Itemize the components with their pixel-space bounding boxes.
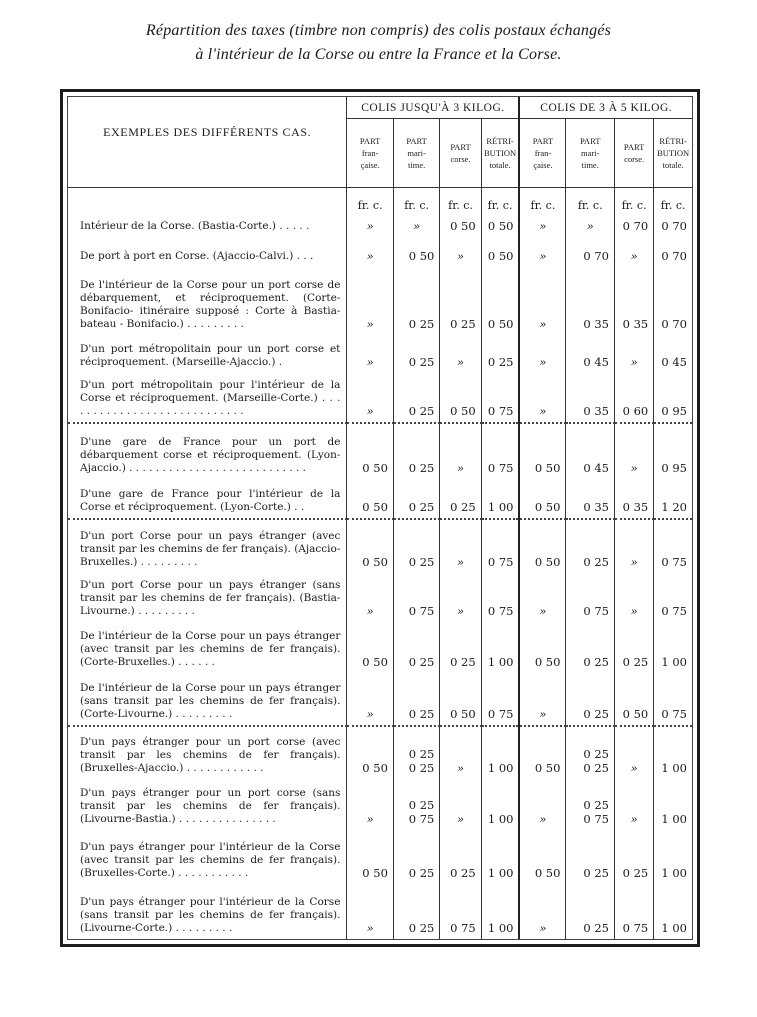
value-cell: 0 50	[614, 673, 653, 726]
unit-cell: fr. c.	[614, 188, 653, 214]
case-label: D'un port métropolitain pour l'intérieur de la Corse et réciproquement. (Marseille-Corte.) . . . . . . . . . . . . . . . . . . . . . . . . . . . .	[68, 373, 347, 423]
value-cell: »	[519, 673, 565, 726]
value-cell: 0 50	[440, 214, 481, 237]
value-cell: »	[566, 214, 615, 237]
value-cell: 0 75	[481, 573, 519, 622]
subheader-part-maritime-2: PART mari- time.	[566, 119, 615, 188]
value-cell: 0 75	[481, 373, 519, 423]
table-row	[68, 237, 692, 267]
value-cell: 0 25	[393, 479, 439, 519]
subheader-part-francaise-2: PART fran- çaise.	[519, 119, 565, 188]
value-cell: 0 25 0 75	[393, 779, 439, 830]
value-cell: »	[440, 779, 481, 830]
table-row	[68, 726, 692, 779]
value-cell: 0 25	[440, 830, 481, 883]
value-cell: 0 50	[393, 237, 439, 267]
value-cell: 0 60	[614, 373, 653, 423]
value-cell: 0 25	[440, 267, 481, 335]
unit-cell: fr. c.	[347, 188, 393, 214]
value-cell: »	[440, 519, 481, 572]
value-cell: 0 50	[347, 519, 393, 572]
value-cell: 0 75	[393, 573, 439, 622]
value-cell: 0 50	[347, 479, 393, 519]
value-cell: 0 50	[347, 622, 393, 673]
table-rows	[68, 214, 692, 939]
value-cell: 0 50	[347, 830, 393, 883]
value-cell: 0 70	[614, 214, 653, 237]
value-cell: »	[347, 335, 393, 373]
value-cell: 0 35	[566, 479, 615, 519]
value-cell: »	[347, 373, 393, 423]
case-column-header: EXEMPLES DES DIFFÉRENTS CAS.	[68, 97, 347, 188]
subheader-retribution-totale-2: RÉTRI- BUTION totale.	[654, 119, 692, 188]
value-cell: 0 50	[440, 373, 481, 423]
value-cell: 0 50	[519, 519, 565, 572]
value-cell: »	[440, 573, 481, 622]
value-cell: 0 70	[566, 237, 615, 267]
value-cell: 1 00	[661, 865, 687, 880]
case-label: D'un port Corse pour un pays étranger (avec transit par les chemins de fer français). (Ajaccio-Bruxelles.) . . . . . . . . .	[68, 519, 347, 572]
value-cell: 0 50	[519, 479, 565, 519]
group-header-up-to-3kg: COLIS JUSQU'À 3 KILOG.	[347, 97, 520, 119]
value-cell: 0 25	[393, 335, 439, 373]
case-label: D'un pays étranger pour l'intérieur de la Corse (avec transit par les chemins de fer français). (Bruxelles-Corte.) . . . . . . . . . . .	[68, 830, 347, 883]
case-label: D'un pays étranger pour un port corse (sans transit par les chemins de fer français). (Livourne-Bastia.) . . . . . . . . . . . . . . .	[68, 779, 347, 830]
unit-cell: fr. c.	[566, 188, 615, 214]
subheader-retribution-totale-1: RÉTRI- BUTION totale.	[481, 119, 519, 188]
value-cell: 1 00	[481, 884, 519, 940]
table-row	[68, 423, 692, 478]
value-cell: 0 50	[347, 726, 393, 779]
case-label: D'un port Corse pour un pays étranger (sans transit par les chemins de fer français). (Bastia-Livourne.) . . . . . . . . .	[68, 573, 347, 622]
value-cell: »	[519, 779, 565, 830]
subheader-part-maritime-1: PART mari- time.	[393, 119, 439, 188]
value-cell: 0 50	[519, 622, 565, 673]
value-cell: »	[347, 267, 393, 335]
case-label: De port à port en Corse. (Ajaccio-Calvi.) . . .	[68, 237, 347, 267]
value-cell: 0 50	[519, 423, 565, 478]
case-label: D'une gare de France pour un port de débarquement corse et réciproquement. (Lyon-Ajaccio.) . . . . . . . . . . . . . . . . . . . . . . . . . . .	[68, 423, 347, 478]
value-cell: 0 70	[661, 248, 687, 263]
unit-cell: fr. c.	[440, 188, 481, 214]
value-cell: »	[614, 237, 653, 267]
value-cell: 0 75	[566, 573, 615, 622]
value-cell: 0 50	[519, 830, 565, 883]
value-cell: »	[393, 214, 439, 237]
value-cell: »	[347, 573, 393, 622]
value-cell: 1 00	[481, 479, 519, 519]
document-title-line-1: Répartition des taxes (timbre non compris) des colis postaux échangés	[145, 22, 612, 39]
table-row	[68, 479, 692, 519]
value-cell: 1 00	[661, 812, 687, 827]
value-cell: 1 00	[661, 761, 687, 776]
case-label: D'une gare de France pour l'intérieur de la Corse et réciproquement. (Lyon-Corte.) . .	[68, 479, 347, 519]
value-cell: 0 25 0 75	[566, 779, 615, 830]
value-cell: 0 25	[393, 423, 439, 478]
value-cell: »	[614, 726, 653, 779]
value-cell: »	[440, 335, 481, 373]
value-cell: 0 75	[481, 673, 519, 726]
table-frame	[60, 89, 700, 947]
value-cell: »	[614, 423, 653, 478]
value-cell: »	[519, 237, 565, 267]
value-cell: 0 75	[661, 554, 687, 569]
value-cell: 0 45	[566, 335, 615, 373]
value-cell: 0 45	[566, 423, 615, 478]
value-cell: 0 35	[566, 373, 615, 423]
value-cell: 0 70	[661, 317, 687, 331]
subheader-part-corse-2: PART corse.	[614, 119, 653, 188]
value-cell: 0 25	[566, 673, 615, 726]
value-cell: »	[440, 423, 481, 478]
value-cell: 0 75	[440, 884, 481, 940]
case-label: De l'intérieur de la Corse pour un port corse de débarquement, et réciproquement. (Corte-Bonifacio- itinéraire supposé : Corte à Bastia-bateau - Bonifacio.) . . . . . . . . .	[68, 267, 347, 335]
value-cell: 0 95	[654, 373, 692, 423]
unit-cell: fr. c.	[481, 188, 519, 214]
value-cell: »	[614, 519, 653, 572]
value-cell: 0 45	[661, 355, 687, 370]
table-row	[68, 214, 692, 237]
value-cell: »	[614, 335, 653, 373]
table-row	[68, 884, 692, 940]
value-cell: 0 25 0 25	[393, 726, 439, 779]
value-cell: »	[519, 267, 565, 335]
value-cell: 0 25	[566, 830, 615, 883]
table-row	[68, 622, 692, 673]
value-cell: »	[440, 237, 481, 267]
value-cell: 0 25 0 25	[566, 726, 615, 779]
case-label: D'un pays étranger pour l'intérieur de la Corse (sans transit par les chemins de fer français). (Livourne-Corte.) . . . . . . . . .	[68, 884, 347, 940]
value-cell: 0 25	[440, 622, 481, 673]
case-label: D'un pays étranger pour un port corse (avec transit par les chemins de fer français). (Bruxelles-Ajaccio.) . . . . . . . . . . . .	[68, 726, 347, 779]
value-cell: 0 25	[440, 479, 481, 519]
value-cell: 0 50	[481, 237, 519, 267]
subheader-part-francaise-1: PART fran- çaise.	[347, 119, 393, 188]
table-row	[68, 373, 692, 423]
value-cell: 0 50	[481, 214, 519, 237]
case-label: De l'intérieur de la Corse pour un pays étranger (avec transit par les chemins de fer français). (Corte-Bruxelles.) . . . . . .	[68, 622, 347, 673]
value-cell: »	[614, 573, 653, 622]
value-cell: 1 20	[654, 479, 692, 519]
tariff-table	[68, 97, 692, 939]
value-cell: 0 50	[440, 673, 481, 726]
value-cell: 0 25	[481, 335, 519, 373]
value-cell: 0 35	[614, 479, 653, 519]
table-row	[68, 830, 692, 883]
value-cell: 0 50	[347, 423, 393, 478]
table-row	[68, 519, 692, 572]
value-cell: »	[347, 214, 393, 237]
unit-cell: fr. c.	[393, 188, 439, 214]
value-cell: 0 25	[614, 622, 653, 673]
unit-cell: fr. c.	[660, 198, 686, 212]
value-cell: 0 75	[654, 673, 692, 726]
value-cell: »	[519, 373, 565, 423]
value-cell: »	[519, 214, 565, 237]
value-cell: »	[347, 884, 393, 940]
table-row	[68, 335, 692, 373]
value-cell: »	[519, 335, 565, 373]
value-cell: 1 00	[481, 726, 519, 779]
value-cell: 0 75	[481, 423, 519, 478]
value-cell: 0 25	[566, 622, 615, 673]
table-row	[68, 673, 692, 726]
value-cell: »	[519, 573, 565, 622]
group-header-3-to-5kg: COLIS DE 3 À 5 KILOG.	[519, 97, 692, 119]
value-cell: 0 25	[393, 830, 439, 883]
unit-cell: fr. c.	[519, 188, 565, 214]
case-label: De l'intérieur de la Corse pour un pays étranger (sans transit par les chemins de fer français). (Corte-Livourne.) . . . . . . . . .	[68, 673, 347, 726]
value-cell: 0 35	[566, 267, 615, 335]
value-cell: 0 50	[519, 726, 565, 779]
value-cell: 1 00	[481, 779, 519, 830]
units-row-blank	[68, 188, 347, 214]
value-cell: »	[440, 726, 481, 779]
document-title-line-2: à l'intérieur de la Corse ou entre la France et la Corse.	[195, 46, 562, 63]
value-cell: 1 00	[661, 921, 687, 935]
value-cell: 1 00	[481, 830, 519, 883]
value-cell: 1 00	[661, 654, 687, 669]
value-cell: »	[347, 237, 393, 267]
value-cell: 0 25	[566, 884, 615, 940]
value-cell: 0 95	[661, 460, 687, 475]
value-cell: 0 70	[661, 219, 687, 234]
table-row	[68, 779, 692, 830]
value-cell: 0 25	[393, 267, 439, 335]
value-cell: »	[347, 779, 393, 830]
subheader-part-corse-1: PART corse.	[440, 119, 481, 188]
table-row	[68, 573, 692, 622]
table-row	[68, 267, 692, 335]
value-cell: »	[614, 779, 653, 830]
value-cell: 0 25	[393, 373, 439, 423]
value-cell: 0 25	[393, 884, 439, 940]
value-cell: 0 35	[614, 267, 653, 335]
value-cell: 0 25	[614, 830, 653, 883]
units-row	[68, 188, 692, 214]
value-cell: 0 75	[614, 884, 653, 940]
value-cell: 0 75	[661, 603, 687, 618]
value-cell: 0 25	[566, 519, 615, 572]
case-label: D'un port métropolitain pour un port corse et réciproquement. (Marseille-Ajaccio.) .	[68, 335, 347, 373]
value-cell: 0 50	[481, 267, 519, 335]
value-cell: 0 75	[481, 519, 519, 572]
value-cell: 1 00	[481, 622, 519, 673]
value-cell: 0 25	[393, 622, 439, 673]
value-cell: 0 25	[393, 673, 439, 726]
value-cell: »	[347, 673, 393, 726]
value-cell: 0 25	[393, 519, 439, 572]
case-label: Intérieur de la Corse. (Bastia-Corte.) . . . . .	[68, 214, 347, 237]
value-cell: »	[519, 884, 565, 940]
